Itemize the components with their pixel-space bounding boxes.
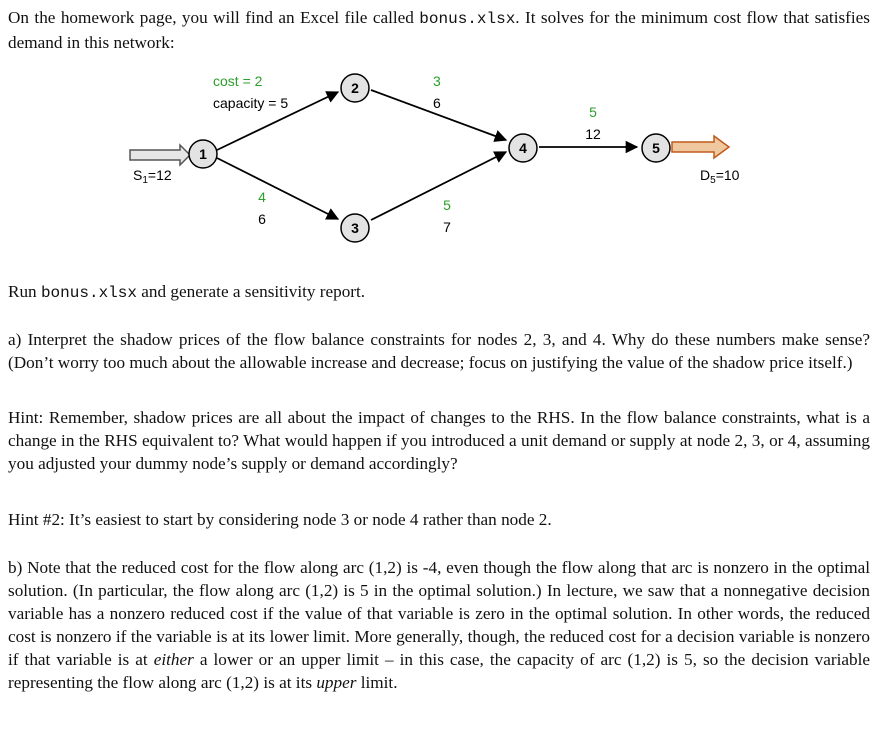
emphasis-either: either — [153, 650, 194, 669]
part-b — [8, 556, 870, 694]
arc24-capacity-label: 6 — [433, 95, 441, 111]
arc34-cost-label: 5 — [443, 197, 451, 213]
file-name-2: bonus.xlsx — [40, 284, 137, 302]
supply-label: $S_1=12$ — [133, 167, 172, 186]
arc-3-4 — [371, 152, 506, 220]
part-a: a) Interpret the shadow prices of the flow balance constraints for nodes 2, 3, and 4. Why do these numbers make sense? (Don’t worry too much about the allowable increase and decrease; focus on justifying the value of the shadow price itself.) — [8, 330, 870, 372]
arc12-cost-label: cost = 2 — [213, 73, 263, 89]
part-b-text-3: limit. — [356, 673, 398, 692]
demand-arrow — [672, 136, 729, 158]
node-3 — [341, 214, 369, 242]
run-paragraph — [8, 280, 870, 305]
intro-paragraph — [8, 6, 870, 54]
emphasis-upper: upper — [316, 673, 357, 692]
arc13-cost-label: 4 — [258, 189, 266, 205]
svg-text:3: 3 — [351, 220, 359, 236]
arc-1-3 — [217, 158, 338, 219]
network-diagram — [0, 60, 890, 245]
run-text-2: and generate a sensitivity report. — [136, 282, 366, 301]
svg-text:5: 5 — [652, 140, 660, 156]
arc45-cost-label: 5 — [589, 104, 597, 120]
part-b-text-1: b) Note that the reduced cost for the flow along arc (1,2) is -4, even though the flow along that arc is nonzero in the optimal solution. (In particular, the flow along arc (1,2) is 5 in the optimal solution.) In lecture, we saw that a nonnegative decision variable has a nonzero reduced cost if the value of that variable is zero in the optimal solution. In other words, the reduced cost is nonzero if the variable is at its lower limit. More generally, though, the reduced cost for a decision variable is nonzero if that variable is at — [8, 558, 870, 669]
arc24-cost-label: 3 — [433, 73, 441, 89]
node-4 — [509, 134, 537, 162]
node-1 — [189, 140, 217, 168]
demand-label: $D_5=10$ — [700, 167, 740, 186]
intro-text-2: . It solves for the minimum cost flow that satisfies demand in this network: — [8, 8, 870, 52]
file-name: bonus.xlsx — [419, 10, 516, 28]
hint-1: Hint: Remember, shadow prices are all about the impact of changes to the RHS. In the flow balance constraints, what is a change in the RHS equivalent to? What would happen if you introduced a unit demand or supply at node 2, 3, or 4, assuming you adjusted your dummy node’s supply or demand accordingly? — [8, 408, 870, 473]
supply-arrow — [130, 145, 190, 165]
part-b-text-2: a lower or an upper limit – in this case, the capacity of arc (1,2) is 5, so the decision variable representing the flow along arc (1,2) is at its — [8, 650, 870, 692]
svg-text:2: 2 — [351, 80, 359, 96]
intro-text: On the homework page, you will find an Excel file called — [8, 8, 420, 27]
arc12-capacity-label: capacity = 5 — [213, 95, 289, 111]
arc45-capacity-label: 12 — [585, 126, 601, 142]
svg-text:1: 1 — [199, 146, 207, 162]
arc34-capacity-label: 7 — [443, 219, 451, 235]
node-2 — [341, 74, 369, 102]
arc13-capacity-label: 6 — [258, 211, 266, 227]
run-text: Run — [8, 282, 41, 301]
hint-2: Hint #2: It’s easiest to start by considering node 3 or node 4 rather than node 2. — [8, 510, 552, 529]
node-5 — [642, 134, 670, 162]
svg-text:4: 4 — [519, 140, 527, 156]
